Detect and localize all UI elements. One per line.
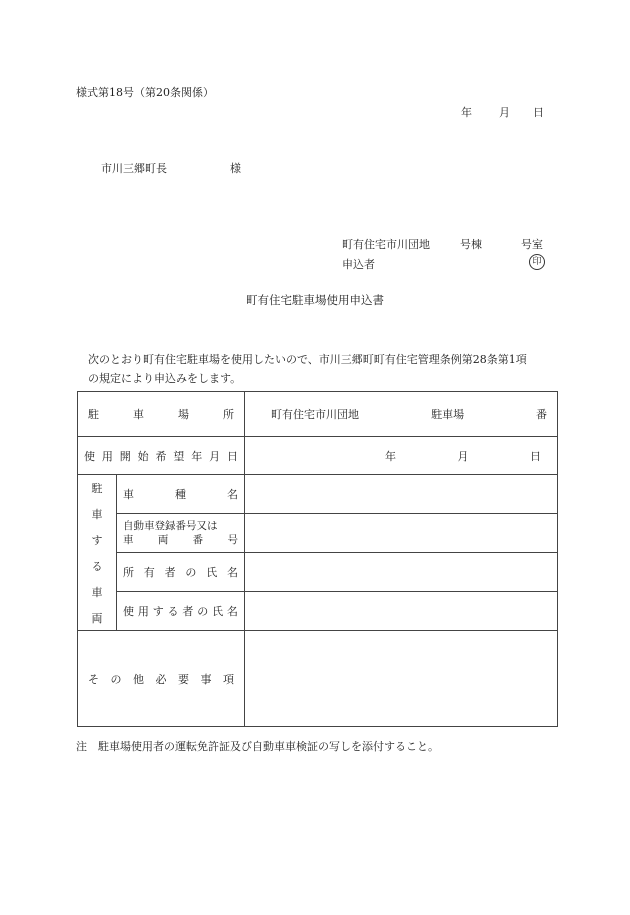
applicant-label: 申込者 [342,258,375,271]
label-char: 事 [200,672,212,686]
label-char: 用 [101,449,113,463]
label-char: 種 [175,488,186,501]
label-char: 番 [192,534,204,546]
label-char: す [152,605,164,618]
parking-location-number: 番 [536,408,547,421]
label-char: 月 [209,449,221,463]
label-char: 所 [123,566,134,579]
label-char: の [197,605,209,618]
label-char: 望 [173,449,185,463]
label-char: 所 [223,408,234,421]
parking-location-row [78,392,558,437]
label-char: 年 [191,449,203,463]
form-number: 様式第18号（第20条関係） [76,86,214,99]
registration-number-label [117,514,245,553]
label-char: そ [88,672,99,686]
label-char: 使 [84,449,95,463]
label-char: 始 [137,449,149,463]
label-char: 号 [227,534,238,546]
label-char: 使 [123,605,134,618]
date-year-label: 年 [461,106,472,119]
intro-line-1: 次のとおり町有住宅駐車場を使用したいので、市川三郷町町有住宅管理条例第28条第1項 [88,353,527,366]
label-char: 車 [133,408,144,421]
label-char: 車 [91,585,103,599]
start-date-label-chars [78,448,244,464]
label-char: の [185,566,197,579]
start-date-month: 月 [457,449,469,463]
date-month-label: 月 [499,106,510,119]
intro-line-2: の規定により申込みをします。 [88,372,242,385]
vehicle-group-chars [78,480,116,626]
label-char: 名 [226,605,238,618]
date-day-label: 日 [533,106,544,119]
label-char: 希 [155,449,167,463]
intro-text [88,350,558,388]
label-char: 開 [119,449,131,463]
label-char: の [110,672,122,686]
label-char: 車 [123,534,134,546]
label-char: 氏 [212,605,224,618]
label-char: 氏 [206,566,218,579]
vehicle-group-label [78,475,117,631]
label-char: 日 [227,449,238,463]
label-char: 必 [155,672,167,686]
label-char: る [91,559,103,573]
label-char: 者 [182,605,194,618]
applicant-room-label: 号室 [521,238,543,251]
parking-location-value[interactable] [245,392,558,437]
document-title: 町有住宅駐車場使用申込書 [246,293,384,307]
label-char: 車 [91,507,103,521]
other-items-label-chars [78,671,244,687]
seal-mark: 印 [529,254,545,270]
addressee-honorific: 様 [230,162,241,175]
label-char: る [167,605,179,618]
applicant-building-label: 号棟 [460,238,482,251]
vehicle-type-row [78,475,558,514]
label-char: 用 [137,605,149,618]
registration-number-row [78,514,558,553]
addressee-name: 市川三郷町長 [101,162,167,175]
label-char: 要 [178,672,189,686]
other-items-label [78,631,245,727]
applicant-address-label: 町有住宅市川団地 [342,238,430,251]
user-name-label [117,592,245,631]
vehicle-type-label-chars [117,486,244,502]
label-char: 駐 [88,408,99,421]
user-name-label-chars [117,603,244,619]
label-char: 名 [227,488,238,501]
vehicle-type-value[interactable] [245,475,558,514]
start-date-year: 年 [385,449,396,463]
label-char: す [91,533,103,547]
parking-location-lot: 駐車場 [431,408,465,421]
label-char: 者 [164,566,176,579]
owner-name-label [117,553,245,592]
label-char: 有 [143,566,155,579]
label-char: 両 [91,611,103,625]
owner-name-label-chars [117,564,244,580]
registration-number-value[interactable] [245,514,558,553]
other-items-value[interactable] [245,631,558,727]
user-name-row [78,592,558,631]
label-char: 両 [157,534,169,546]
start-date-value[interactable] [245,437,558,475]
footnote: 注 駐車場使用者の運転免許証及び自動車車検証の写しを添付すること。 [76,740,439,753]
label-char: 他 [133,672,144,686]
parking-location-label-chars [78,406,244,422]
start-date-label [78,437,245,475]
label-char: 場 [178,408,189,421]
user-name-value[interactable] [245,592,558,631]
other-items-row [78,631,558,727]
label-char: 車 [123,488,134,501]
registration-number-label-line2 [123,533,238,547]
start-date-row [78,437,558,475]
parking-location-label [78,392,245,437]
owner-name-value[interactable] [245,553,558,592]
label-char: 駐 [91,481,103,495]
owner-name-row [78,553,558,592]
label-char: 名 [226,566,238,579]
parking-location-place: 町有住宅市川団地 [271,408,359,421]
start-date-day: 日 [530,449,541,463]
label-char: 項 [223,672,234,686]
application-table [77,391,558,727]
vehicle-type-label [117,475,245,514]
registration-number-label-line1: 自動車登録番号又は [123,520,218,532]
